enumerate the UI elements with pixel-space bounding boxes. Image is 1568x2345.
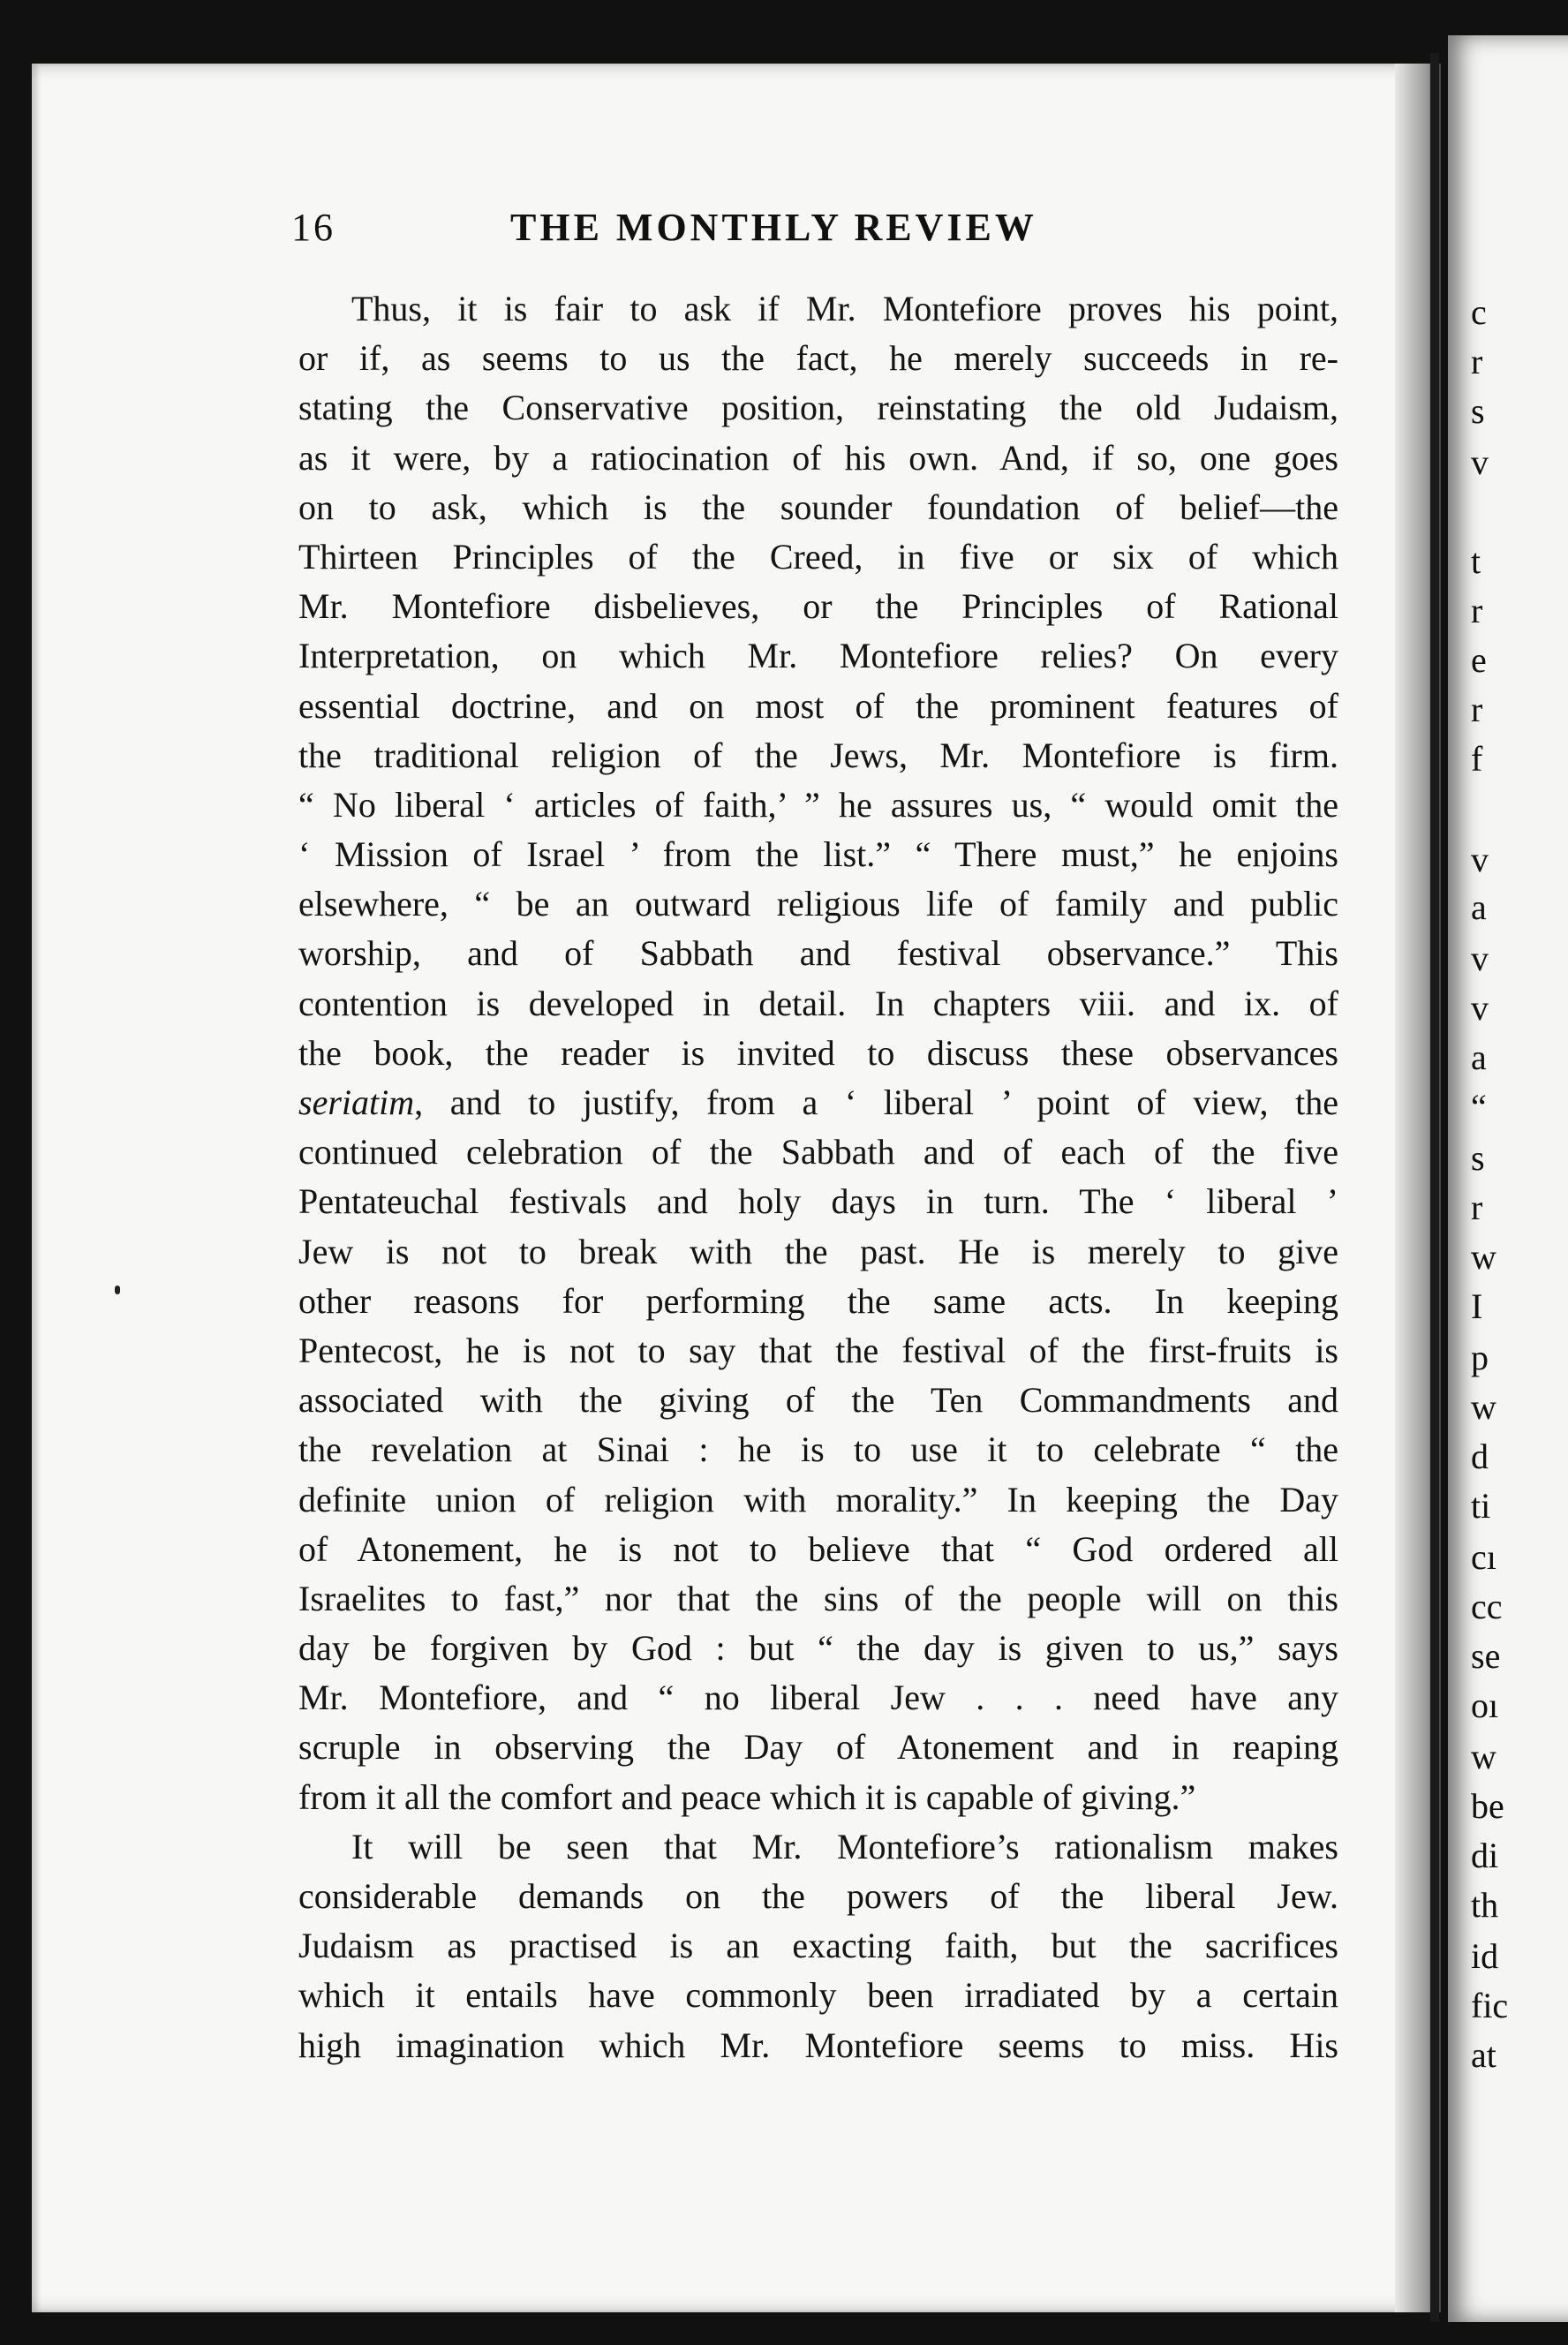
text-line: continued celebration of the Sabbath and of each of the five (298, 1132, 1338, 1172)
right-page-letter: cı (1471, 1537, 1496, 1577)
right-page-letter: I (1471, 1286, 1483, 1326)
text-line: Interpretation, on which Mr. Montefiore relies? On every (298, 636, 1338, 676)
right-page-letter: s (1471, 391, 1485, 431)
text-line: Thirteen Principles of the Creed, in five or six of which (298, 536, 1338, 577)
right-page-letter: se (1471, 1636, 1501, 1676)
right-page-letter: oı (1471, 1685, 1499, 1725)
text-line: associated with the giving of the Ten Commandments and (298, 1380, 1338, 1421)
text-line: of Atonement, he is not to believe that “ God ordered all (298, 1528, 1338, 1569)
text-line: stating the Conservative position, reinstating the old Judaism, (298, 388, 1338, 428)
right-page-letter: d (1471, 1436, 1489, 1476)
right-page-letter: s (1471, 1138, 1485, 1178)
text-line: Pentateuchal festivals and holy days in turn. The ‘ liberal ’ (298, 1181, 1338, 1222)
running-title: THE MONTHLY REVIEW (510, 206, 1037, 249)
right-page-letter: be (1471, 1786, 1504, 1826)
text-line: contention is developed in detail. In chapters viii. and ix. of (298, 983, 1338, 1023)
right-page-letter: r (1471, 591, 1483, 630)
right-page-letter: w (1471, 1387, 1496, 1427)
right-page-letter: f (1471, 739, 1483, 779)
text-line: essential doctrine, and on most of the prominent features of (298, 685, 1338, 726)
text-line: or if, as seems to us the fact, he merely succeeds in re- (298, 338, 1338, 379)
text-line: high imagination which Mr. Montefiore seems to miss. His (298, 2025, 1338, 2065)
text-line: the traditional religion of the Jews, Mr. Montefiore is firm. (298, 735, 1338, 775)
text-line: on to ask, which is the sounder foundation of belief—the (298, 486, 1338, 527)
right-page-letter: th (1471, 1885, 1499, 1925)
right-page-letter: r (1471, 690, 1483, 729)
text-line: Judaism as practised is an exacting faith, but the sacrifices (298, 1926, 1338, 1966)
text-line: Mr. Montefiore disbelieves, or the Principles of Rational (298, 586, 1338, 627)
right-page-letter: r (1471, 1188, 1483, 1227)
book-gutter (1430, 53, 1439, 2322)
text-line: ‘ Mission of Israel ’ from the list.” “ There must,” he enjoins (298, 834, 1338, 875)
scan-speck (115, 1286, 120, 1294)
right-page-letter: ti (1471, 1486, 1491, 1526)
right-page-letter: di (1471, 1836, 1499, 1875)
text-line: Jew is not to break with the past. He is merely to give (298, 1231, 1338, 1271)
right-page-letter: “ (1471, 1087, 1487, 1127)
right-page-letter: v (1471, 939, 1489, 978)
text-line: considerable demands on the powers of the liberal Jew. (298, 1876, 1338, 1916)
text-line: Mr. Montefiore, and “ no liberal Jew . . . need have any (298, 1678, 1338, 1718)
right-page-letter: w (1471, 1237, 1496, 1277)
text-line: from it all the comfort and peace which it is capable of giving.” (298, 1776, 1196, 1817)
text-line: scruple in observing the Day of Atonement and in reaping (298, 1727, 1338, 1768)
right-page-letter: v (1471, 840, 1489, 879)
text-line: the book, the reader is invited to discuss these observances (298, 1032, 1338, 1073)
right-page-letter: e (1471, 640, 1487, 680)
right-page-letter: fic (1471, 1986, 1509, 2025)
text-line: It will be seen that Mr. Montefiore’s rationalism makes (351, 1826, 1338, 1866)
right-page-letter: id (1471, 1936, 1499, 1976)
right-page-letter: t (1471, 541, 1481, 581)
text-line: worship, and of Sabbath and festival observance.” This (298, 933, 1338, 974)
page-number: 16 (291, 206, 335, 249)
right-page-fragment (1448, 35, 1568, 2322)
text-line: definite union of religion with morality.” In keeping the Day (298, 1479, 1338, 1519)
scan-edge-blot (0, 883, 26, 954)
text-line: seriatim, and to justify, from a ‘ liberal ’ point of view, the (298, 1082, 1338, 1122)
right-page-letter: at (1471, 2035, 1496, 2075)
right-page-letter: v (1471, 988, 1489, 1028)
text-line: Israelites to fast,” nor that the sins of the people will on this (298, 1578, 1338, 1618)
text-line: the revelation at Sinai : he is to use it to celebrate “ the (298, 1429, 1338, 1470)
text-line: other reasons for performing the same acts. In keeping (298, 1280, 1338, 1321)
right-page-letter: c (1471, 292, 1487, 332)
body-text (298, 284, 1338, 2070)
right-page-letter: a (1471, 887, 1487, 927)
right-page-letter: w (1471, 1737, 1496, 1776)
right-page-letter: r (1471, 342, 1483, 381)
right-page-letter: p (1471, 1338, 1489, 1377)
italic-word: seriatim (298, 1082, 415, 1122)
right-page-letter: a (1471, 1037, 1487, 1077)
right-page-letter: cc (1471, 1587, 1503, 1626)
right-page-letter: v (1471, 442, 1489, 482)
text-line: “ No liberal ‘ articles of faith,’ ” he assures us, “ would omit the (298, 784, 1338, 825)
text-line: Pentecost, he is not to say that the festival of the first-fruits is (298, 1330, 1338, 1370)
text-line: as it were, by a ratiocination of his own. And, if so, one goes (298, 437, 1338, 478)
text-line: Thus, it is fair to ask if Mr. Montefiore proves his point, (351, 289, 1338, 328)
text-line: day be forgiven by God : but “ the day is given to us,” says (298, 1628, 1338, 1669)
text-line: elsewhere, “ be an outward religious life of family and public (298, 884, 1338, 924)
text-line: which it entails have commonly been irradiated by a certain (298, 1975, 1338, 2016)
